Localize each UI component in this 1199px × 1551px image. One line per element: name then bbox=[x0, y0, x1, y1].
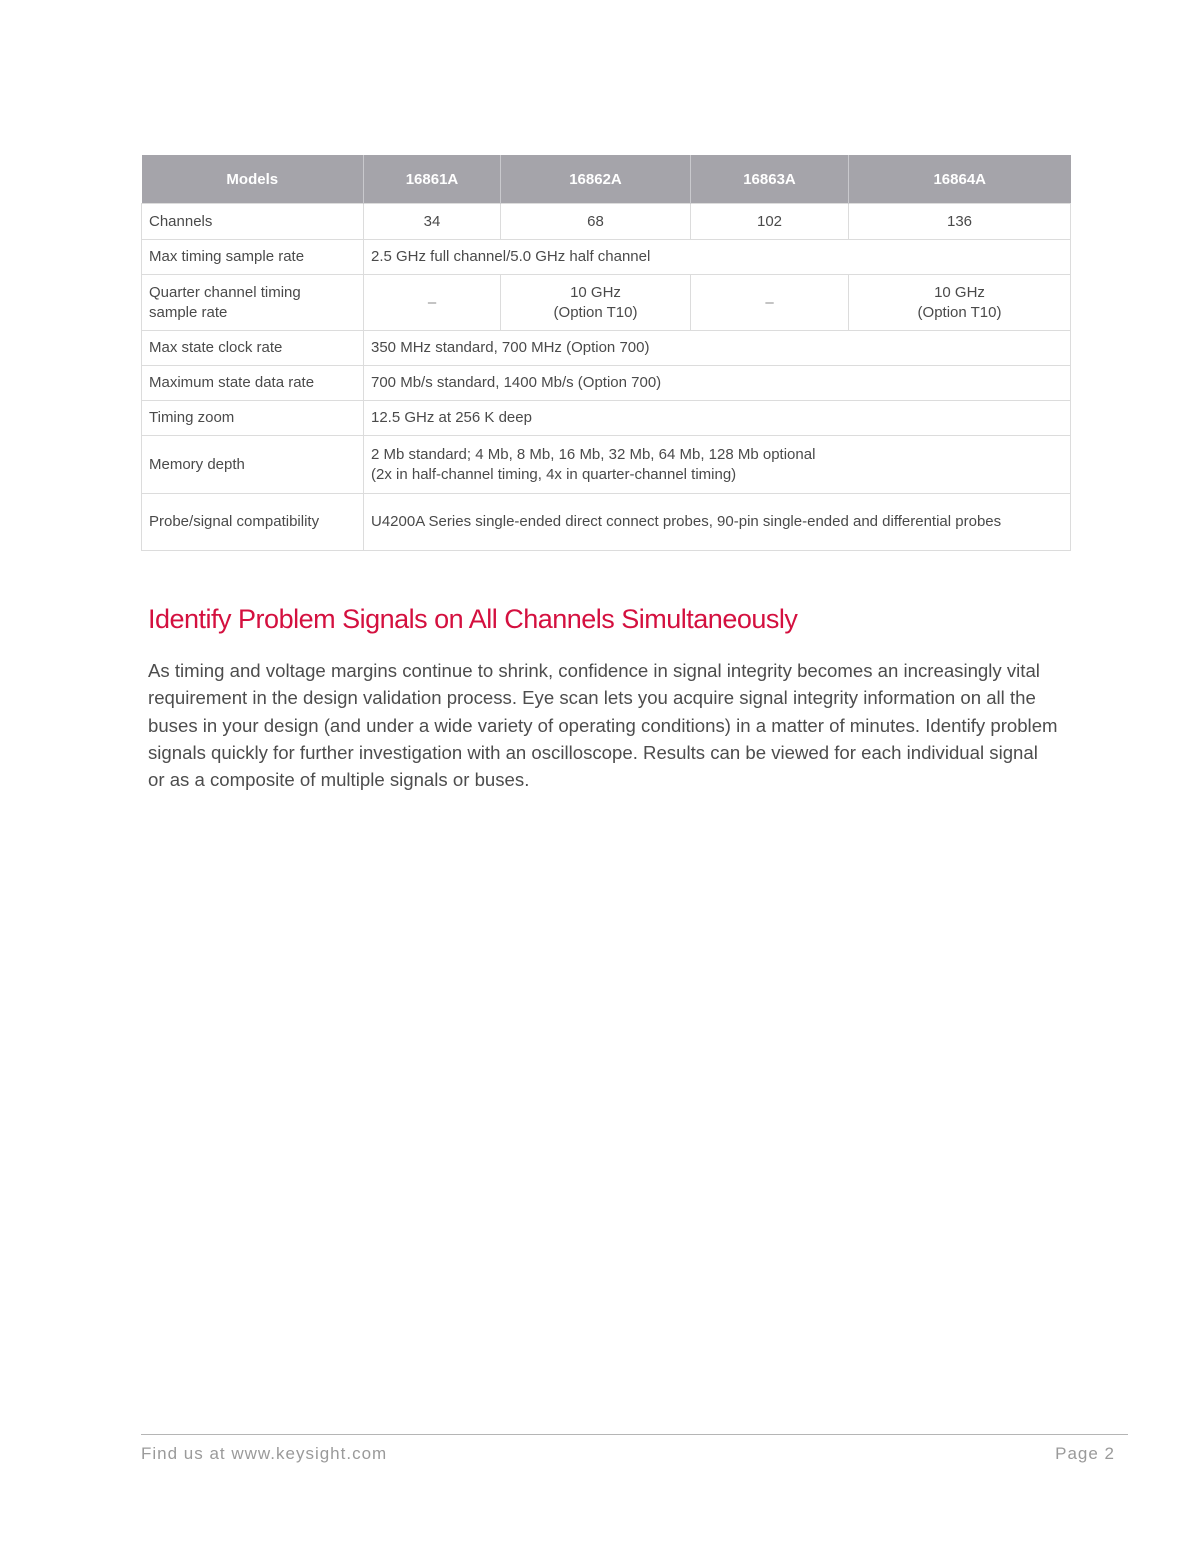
table-row bbox=[142, 494, 1071, 551]
table-row bbox=[142, 401, 1071, 436]
row-label-channels: Channels bbox=[142, 204, 364, 240]
table-header-row bbox=[142, 155, 1071, 204]
table-row bbox=[142, 366, 1071, 401]
table-cell: 350 MHz standard, 700 MHz (Option 700) bbox=[364, 331, 1071, 366]
header-16864a: 16864A bbox=[849, 155, 1071, 204]
dash-value: – bbox=[427, 293, 437, 311]
table-row bbox=[142, 436, 1071, 494]
cell-line: (2x in half-channel timing, 4x in quarter-channel timing) bbox=[371, 465, 737, 483]
row-label-max-state-data: Maximum state data rate bbox=[142, 366, 364, 401]
header-16862a: 16862A bbox=[501, 155, 691, 204]
section-heading: Identify Problem Signals on All Channels Simultaneously bbox=[148, 604, 798, 634]
row-label-max-state-clock: Max state clock rate bbox=[142, 331, 364, 366]
table-row bbox=[142, 275, 1071, 331]
cell-line: (Option T10) bbox=[917, 303, 1002, 321]
table-row bbox=[142, 204, 1071, 240]
footer-divider bbox=[141, 1434, 1128, 1435]
table-cell: 34 bbox=[364, 204, 501, 240]
cell-line: 10 GHz bbox=[570, 283, 621, 301]
label-line: Quarter channel timing bbox=[149, 283, 301, 301]
table-cell: U4200A Series single-ended direct connect probes, 90-pin single-ended and differential probes bbox=[364, 494, 1071, 551]
row-label-quarter-channel bbox=[142, 275, 364, 331]
table-cell bbox=[691, 275, 849, 331]
table-row bbox=[142, 240, 1071, 275]
table-cell: 102 bbox=[691, 204, 849, 240]
table-cell bbox=[501, 275, 691, 331]
header-models: Models bbox=[142, 155, 364, 204]
specifications-table bbox=[141, 155, 1071, 551]
table-cell: 700 Mb/s standard, 1400 Mb/s (Option 700) bbox=[364, 366, 1071, 401]
cell-line: 10 GHz bbox=[934, 283, 985, 301]
row-label-timing-zoom: Timing zoom bbox=[142, 401, 364, 436]
table-cell: 12.5 GHz at 256 K deep bbox=[364, 401, 1071, 436]
table-row bbox=[142, 331, 1071, 366]
row-label-probe-compat: Probe/signal compatibility bbox=[142, 494, 364, 551]
table-cell: 2.5 GHz full channel/5.0 GHz half channel bbox=[364, 240, 1071, 275]
table-cell: 136 bbox=[849, 204, 1071, 240]
table-cell bbox=[364, 275, 501, 331]
label-line: sample rate bbox=[149, 303, 228, 321]
section-body-paragraph: As timing and voltage margins continue to shrink, confidence in signal integrity becomes an increasingly vital requirement in the design validation process. Eye scan lets you acquire signal integrity information on all the buses in your design (and under a wide variety of operating conditions) in a matter of minutes. Identify problem signals quickly for further investigation with an oscilloscope. Results can be viewed for each individual signal or as a composite of multiple signals or buses. bbox=[148, 660, 1058, 791]
cell-line: (Option T10) bbox=[553, 303, 638, 321]
table-cell bbox=[364, 436, 1071, 494]
row-label-max-timing: Max timing sample rate bbox=[142, 240, 364, 275]
table-cell: 68 bbox=[501, 204, 691, 240]
dash-value: – bbox=[765, 293, 774, 311]
footer-website-link[interactable]: Find us at www.keysight.com bbox=[141, 1444, 388, 1463]
header-16863a: 16863A bbox=[691, 155, 849, 204]
table-cell bbox=[849, 275, 1071, 331]
page-number: Page 2 bbox=[1055, 1444, 1115, 1463]
cell-line: 2 Mb standard; 4 Mb, 8 Mb, 16 Mb, 32 Mb, 64 Mb, 128 Mb optional bbox=[371, 445, 816, 463]
row-label-memory-depth: Memory depth bbox=[142, 436, 364, 494]
header-16861a: 16861A bbox=[364, 155, 501, 204]
